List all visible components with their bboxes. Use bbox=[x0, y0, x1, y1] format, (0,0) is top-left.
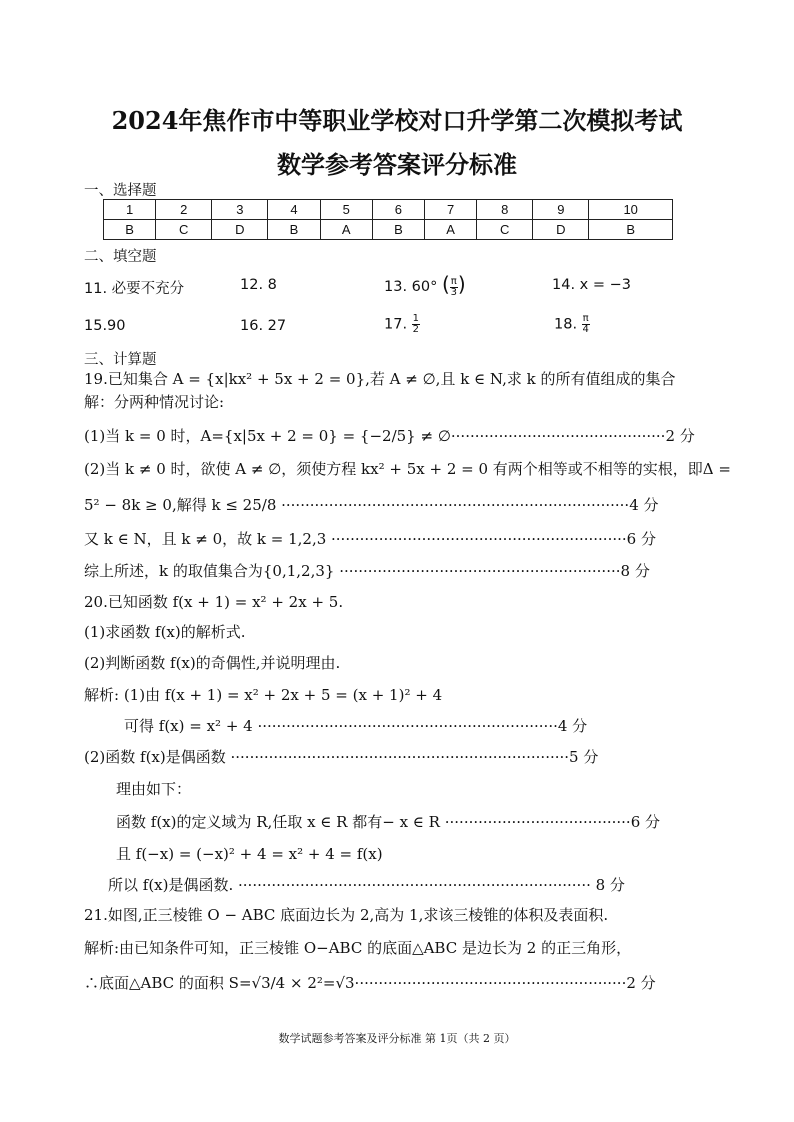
solution-line: (2)函数 f(x)是偶函数 ·······································································5 分 bbox=[84, 748, 599, 766]
page-title: 2024年焦作市中等职业学校对口升学第二次模拟考试 bbox=[111, 106, 683, 135]
table-cell: D bbox=[212, 220, 268, 240]
fill-answer-13-text: 13. 60° bbox=[384, 279, 438, 295]
fraction: $\frac{\pi}{3}$ bbox=[450, 275, 457, 298]
table-cell: 8 bbox=[477, 200, 533, 220]
solution-line: 且 f(−x) = (−x)² + 4 = x² + 4 = f(x) bbox=[116, 845, 383, 863]
table-cell: 6 bbox=[372, 200, 424, 220]
solution-line: 解析: (1)由 f(x + 1) = x² + 2x + 5 = (x + 1)² + 4 bbox=[84, 686, 443, 704]
table-cell: 3 bbox=[212, 200, 268, 220]
table-cell: 2 bbox=[156, 200, 212, 220]
table-cell: C bbox=[477, 220, 533, 240]
table-cell: D bbox=[533, 220, 589, 240]
fill-answer-12: 12. 8 bbox=[240, 277, 277, 293]
solution-line: 可得 f(x) = x² + 4 ·······························································4 分 bbox=[124, 717, 588, 735]
fraction: $\frac{\pi}{4}$ bbox=[582, 313, 589, 335]
table-cell: A bbox=[320, 220, 372, 240]
solution-line: 解析:由已知条件可知，正三棱锥 O−ABC 的底面△ABC 是边长为 2 的正三角形， bbox=[84, 939, 632, 957]
solution-line: ∴底面△ABC 的面积 S=√3/4 × 2²=√3·························································2 分 bbox=[84, 974, 656, 992]
question-19: 19.已知集合 A = {x|kx² + 5x + 2 = 0},若 A ≠ ∅,且 k ∈ N,求 k 的所有值组成的集合 bbox=[84, 370, 676, 388]
fill-answer-14: 14. x = −3 bbox=[552, 277, 631, 293]
table-cell: A bbox=[425, 220, 477, 240]
solution-line: 所以 f(x)是偶函数. ·········································································· 8 分 bbox=[108, 876, 625, 894]
solution-line: 理由如下： bbox=[116, 780, 192, 798]
table-cell: 4 bbox=[268, 200, 320, 220]
table-cell: C bbox=[156, 220, 212, 240]
solution-line: 又 k ∈ N，且 k ≠ 0，故 k = 1,2,3 ······························································6 分 bbox=[84, 530, 656, 548]
question-20: 20.已知函数 f(x + 1) = x² + 2x + 5. bbox=[84, 593, 344, 611]
section-fill-heading: 二、填空题 bbox=[84, 249, 157, 265]
fraction: $\frac{1}{2}$ bbox=[412, 313, 420, 335]
fill-answer-16: 16. 27 bbox=[240, 318, 287, 334]
section-choice-heading: 一、选择题 bbox=[84, 183, 157, 199]
solution-line: 函数 f(x)的定义域为 R,任取 x ∈ R 都有− x ∈ R ·······································6 分 bbox=[116, 813, 661, 831]
page-footer: 数学试题参考答案及评分标准 第 1页（共 2 页） bbox=[278, 1032, 516, 1045]
page-subtitle: 数学参考答案评分标准 bbox=[277, 150, 517, 179]
question-line: (1)求函数 f(x)的解析式. bbox=[84, 623, 246, 641]
solution-line: 5² − 8k ≥ 0,解得 k ≤ 25/8 ·········································································4 分 bbox=[84, 496, 659, 514]
fill-answer-13: 13. 60° ( $\frac{\pi}{3}$ ) bbox=[384, 272, 466, 298]
table-row-answers bbox=[104, 220, 673, 240]
table-cell: 1 bbox=[104, 200, 156, 220]
answer-table bbox=[103, 199, 673, 240]
table-cell: 9 bbox=[533, 200, 589, 220]
fill-answer-17: 17. $\frac{1}{2}$ bbox=[384, 313, 420, 335]
table-cell: B bbox=[589, 220, 673, 240]
solution-line: (2)当 k ≠ 0 时，欲使 A ≠ ∅，须使方程 kx² + 5x + 2 = 0 有两个相等或不相等的实根，即Δ = bbox=[84, 460, 731, 478]
solution-line: 综上所述，k 的取值集合为{0,1,2,3} ···························································8 分 bbox=[84, 562, 650, 580]
question-line: (2)判断函数 f(x)的奇偶性,并说明理由. bbox=[84, 654, 341, 672]
fill-answer-11: 11. 必要不充分 bbox=[84, 281, 185, 297]
table-cell: 5 bbox=[320, 200, 372, 220]
section-calc-heading: 三、计算题 bbox=[84, 352, 157, 368]
table-cell: 10 bbox=[589, 200, 673, 220]
question-21: 21.如图,正三棱锥 O − ABC 底面边长为 2,高为 1,求该三棱锥的体积及表面积. bbox=[84, 906, 609, 924]
solution-line: 解：分两种情况讨论: bbox=[84, 393, 225, 411]
table-cell: 7 bbox=[425, 200, 477, 220]
table-cell: B bbox=[104, 220, 156, 240]
table-cell: B bbox=[372, 220, 424, 240]
table-row-numbers bbox=[104, 200, 673, 220]
fill-answer-15: 15.90 bbox=[84, 318, 126, 334]
table-cell: B bbox=[268, 220, 320, 240]
fill-answer-18: 18. $\frac{\pi}{4}$ bbox=[554, 313, 589, 335]
solution-line: (1)当 k = 0 时，A={x|5x + 2 = 0} = {−2/5} ≠ ∅·············································2 分 bbox=[84, 427, 695, 445]
